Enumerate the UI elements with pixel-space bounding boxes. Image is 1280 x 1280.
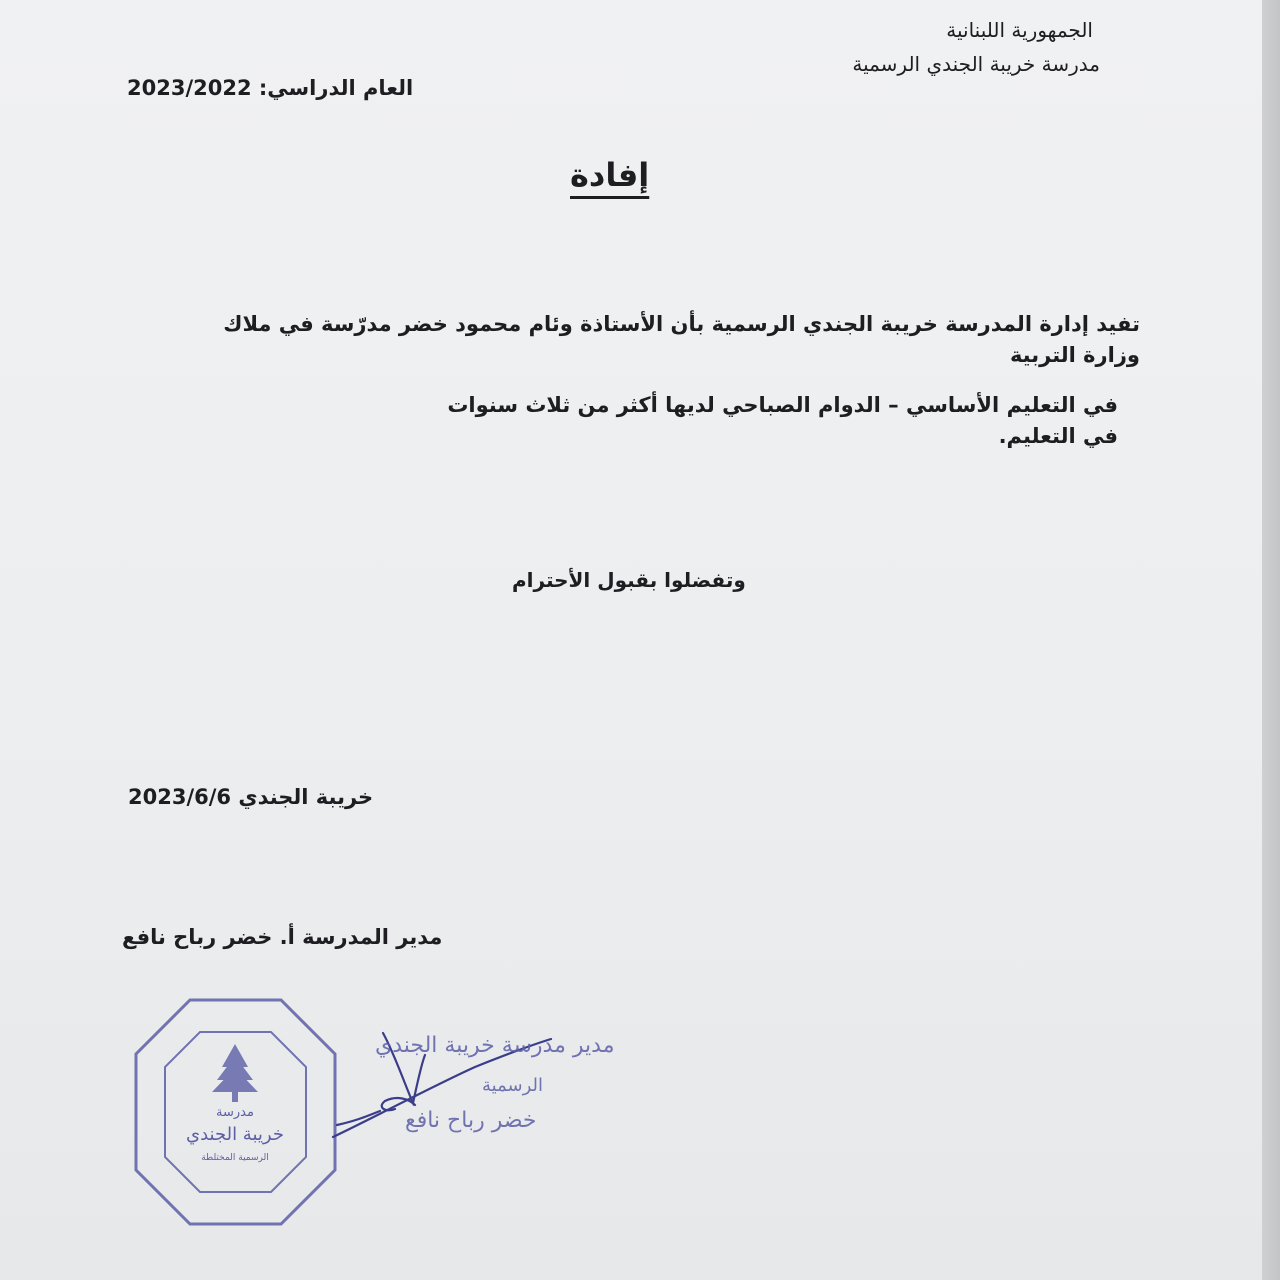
closing-line: وتفضلوا بقبول الأحترام — [512, 568, 746, 592]
stamp-line-3: الرسمية المختلطة — [201, 1153, 269, 1163]
body-line-4: في التعليم. — [998, 424, 1118, 448]
official-stamp — [128, 992, 343, 1232]
cedar-icon — [212, 1044, 258, 1102]
academic-year: العام الدراسي: 2023/2022 — [127, 76, 414, 100]
body-line-1: تفيد إدارة المدرسة خريبة الجندي الرسمية بأن الأستاذة وئام محمود خضر مدرّسة في ملاك — [223, 312, 1140, 336]
country-header: الجمهورية اللبنانية — [946, 18, 1093, 42]
page-edge — [1262, 0, 1280, 1280]
school-header: مدرسة خريبة الجندي الرسمية — [852, 52, 1100, 76]
principal-name: مدير المدرسة أ. خضر رباح نافع — [122, 925, 443, 949]
place-date: خريبة الجندي 2023/6/6 — [128, 785, 374, 809]
signature-stamp-line-2: الرسمية — [482, 1075, 543, 1096]
signature-stamp-line-3: خضر رباح نافع — [405, 1108, 537, 1133]
body-line-3: في التعليم الأساسي – الدوام الصباحي لديها أكثر من ثلاث سنوات — [447, 393, 1118, 417]
body-line-2: وزارة التربية — [1009, 343, 1140, 367]
stamp-line-1: مدرسة — [216, 1105, 254, 1120]
signature-stamp-line-1: مدير مدرسة خريبة الجندي — [375, 1033, 615, 1058]
stamp-line-2: خريبة الجندي — [186, 1124, 284, 1145]
document-title: إفادة — [570, 156, 650, 194]
